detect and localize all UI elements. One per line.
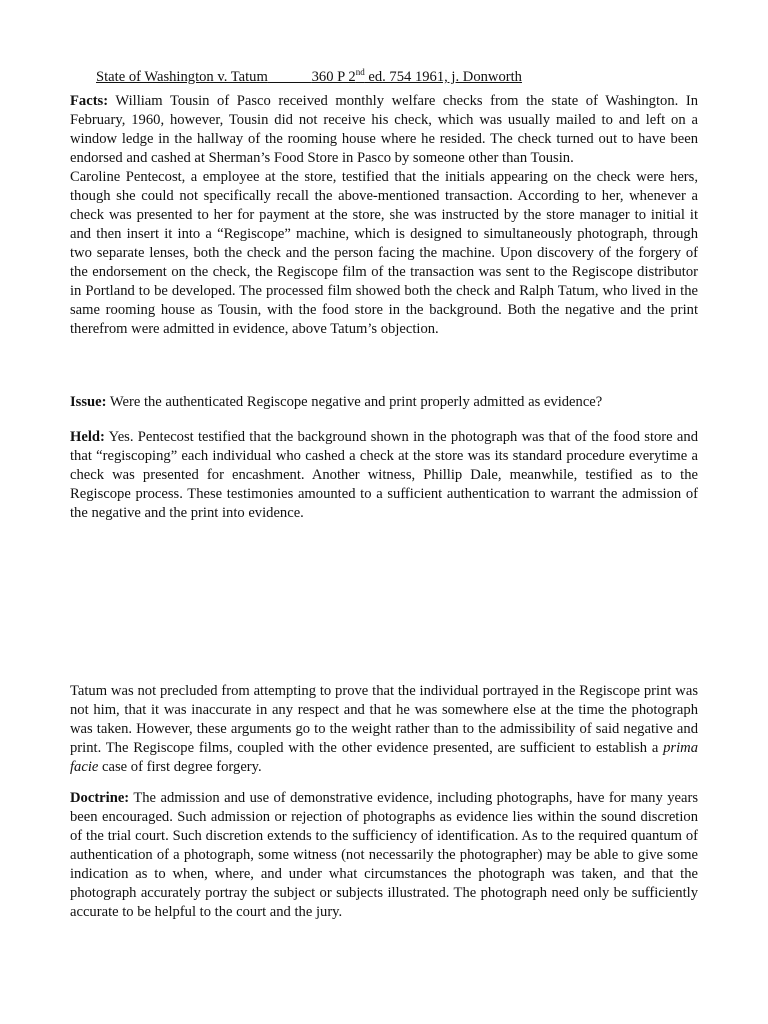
held-text-2-end: case of first degree forgery.	[98, 759, 262, 775]
doctrine-label: Doctrine:	[70, 790, 130, 806]
facts-text: William Tousin of Pasco received monthly welfare checks from the state of Washington. In February, 1960, however, Tousin did not receive his check, which was usually mailed to and left on a window ledge in the hallway of the rooming house where he resided. The check turned out to have been endorsed and cashed at Sherman’s Food Store in Pasco by someone other than Tousin.	[70, 93, 698, 166]
doctrine-text: The admission and use of demonstrative evidence, including photographs, have for many years been encouraged. Such admission or rejection of photographs as evidence lies within the sound discretion of the trial court. Such discretion extends to the sufficiency of identification. As to the required quantum of authentication of a photograph, some witness (not necessarily the photographer) may be able to give some indication as to when, where, and under what circumstances the photograph was taken, and that the photograph accurately portray the subject or subjects illustrated. The photograph need only be sufficiently accurate to be helpful to the court and the jury.	[70, 790, 698, 920]
case-name: State of Washington v. Tatum	[96, 69, 268, 85]
facts-paragraph	[70, 92, 698, 168]
held-text: Yes. Pentecost testified that the background shown in the photograph was that of the food store and that “regiscoping” each individual who cashed a check at the store was its standard procedure everytime a check was presented for encashment. Another witness, Phillip Dale, meanwhile, testified as to the Regiscope process. These testimonies amounted to a sufficient authentication to warrant the admission of the negative and the print into evidence.	[70, 429, 698, 521]
issue-text: Were the authenticated Regiscope negative and print properly admitted as evidence?	[106, 394, 603, 410]
held-paragraph-2	[70, 682, 698, 777]
held-text-2: Tatum was not precluded from attempting to prove that the individual portrayed in the Regiscope print was not him, that it was inaccurate in any respect and that he was somewhere else at the time the photograph was taken. However, these arguments go to the weight rather than to the admissibility of said negative and print. The Regiscope films, coupled with the other evidence presented, are sufficient to establish a	[70, 683, 698, 756]
facts-paragraph-2	[70, 168, 698, 339]
citation-text: 360 P 2	[311, 69, 356, 85]
issue-paragraph	[70, 393, 698, 412]
issue-label: Issue:	[70, 394, 107, 410]
doctrine-paragraph	[70, 789, 698, 922]
prima-facie-italic: prima facie	[70, 740, 698, 775]
held-label: Held:	[70, 429, 105, 445]
citation-superscript: nd	[355, 67, 365, 78]
case-citation	[312, 69, 522, 85]
citation-text-rest: ed. 754 1961, j. Donworth	[364, 69, 522, 85]
held-paragraph	[70, 428, 698, 523]
facts-label: Facts:	[70, 93, 109, 109]
facts-text-2: Caroline Pentecost, a employee at the store, testified that the initials appearing on the check were hers, though she could not specifically recall the above-mentioned transaction. According to her, whenever a check was presented to her for payment at the store, she was instructed by the store manager to initial it and then insert it into a “Regiscope” machine, which is designed to simultaneously photograph, through two separate lenses, both the check and the person facing the machine. Upon discovery of the forgery of the endorsement on the check, the Regiscope film of the transaction was sent to the Regiscope distributor in Portland to be developed. The processed film showed both the check and Ralph Tatum, who lived in the same rooming house as Tousin, with the food store in the background. Both the negative and the print therefrom were admitted in evidence, above Tatum’s objection.	[70, 169, 698, 337]
case-header	[96, 68, 522, 87]
